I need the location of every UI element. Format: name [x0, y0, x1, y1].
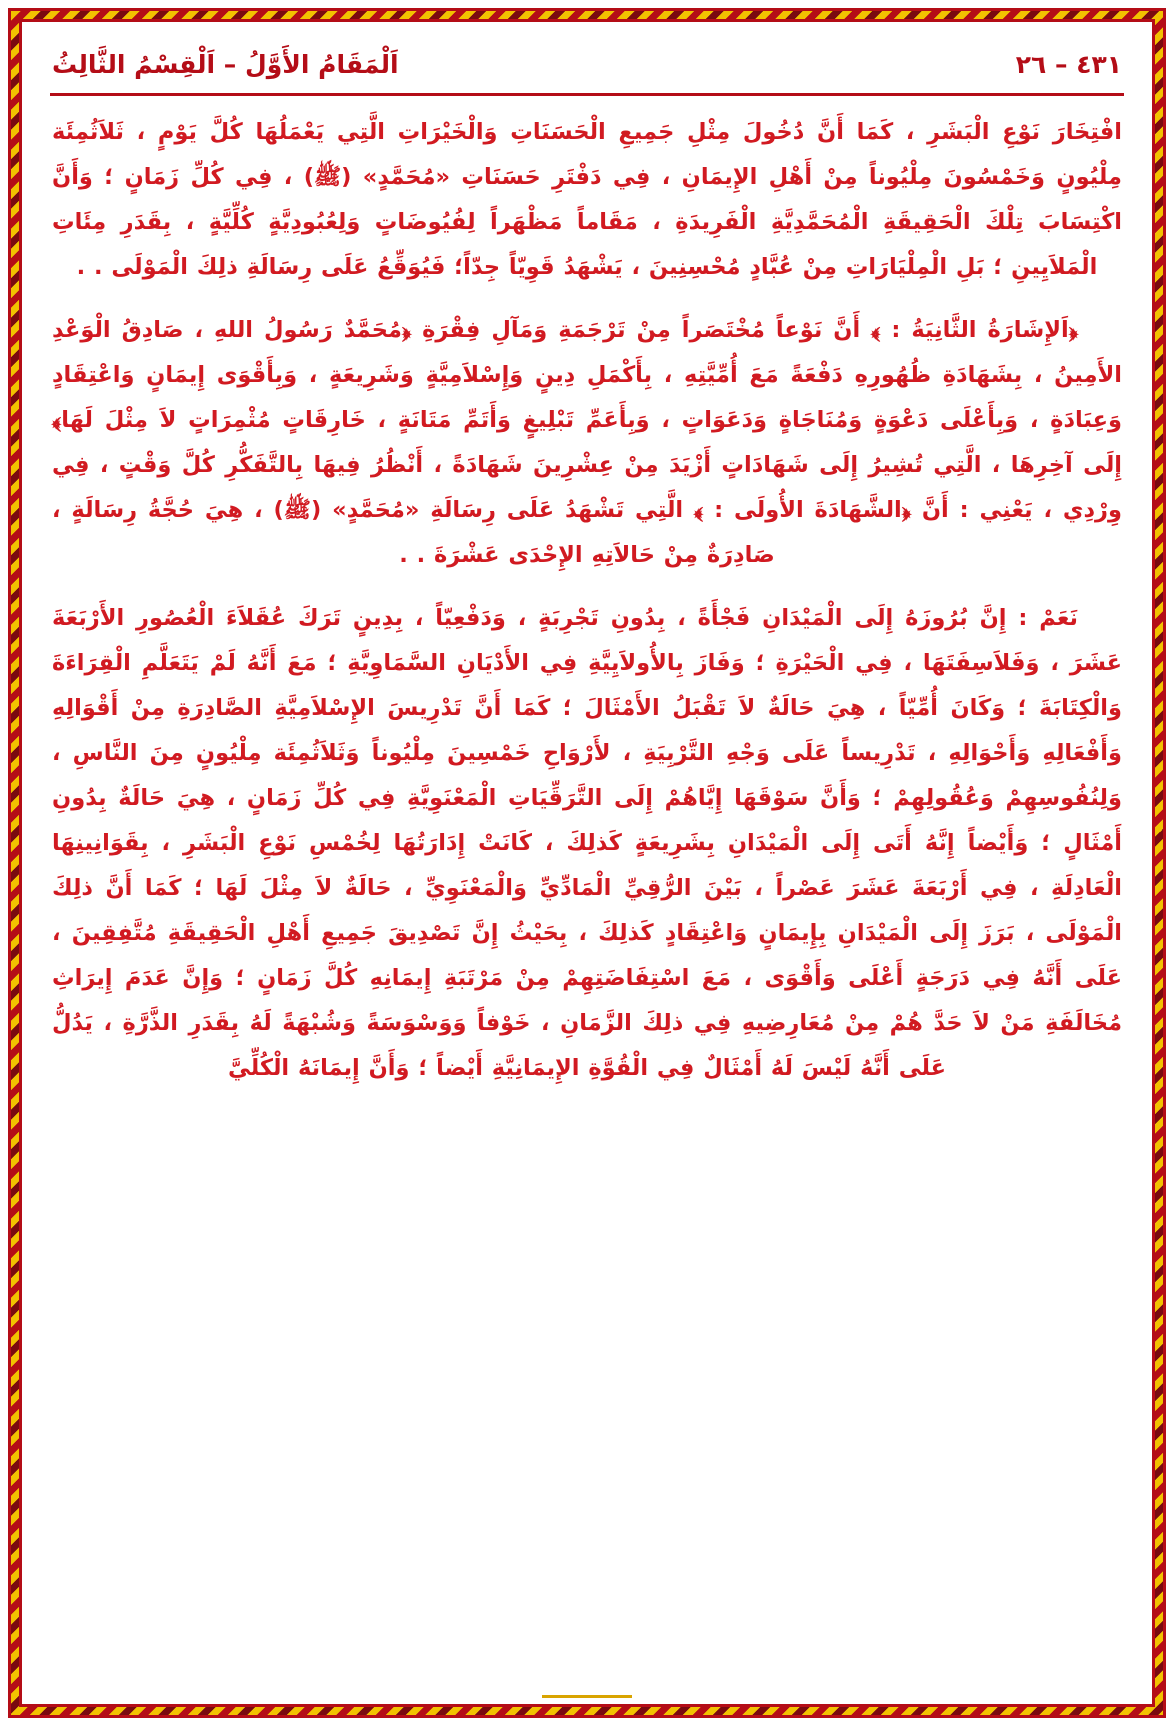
page-content-area	[22, 22, 1152, 1704]
paragraph-2: ﴿اَلإِشَارَةُ الثَّانِيَةُ : ﴾ أَنَّ نَوْعاً مُخْتَصَراً مِنْ تَرْجَمَةِ وَمَآلِ فِقْرَةِ ﴿مُحَمَّدٌ رَسُولُ اللهِ ، صَادِقُ الْوَعْدِ الأَمِينُ ، بِشَهَادَةِ ظُهُورِهِ دَفْعَةً مَعَ أُمِّيَّتِهِ ، بِأَكْمَلِ دِينٍ وَإِسْلاَمِيَّةٍ وَشَرِيعَةٍ ، وَبِأَقْوَى إِيمَانٍ وَاعْتِقَادٍ وَعِبَادَةٍ ، وَبِأَعْلَى دَعْوَةٍ وَمُنَاجَاةٍ وَدَعَوَاتٍ ، وَبِأَعَمِّ تَبْلِيغٍ وَأَتَمِّ مَتَانَةٍ ، خَارِقَاتٍ مُثْمِرَاتٍ لاَ مِثْلَ لَهَا﴾ إِلَى آخِرِهَا ، الَّتِي تُشِيرُ إِلَى شَهَادَاتٍ أَزْيَدَ مِنْ عِشْرِينَ شَهَادَةً ، أَنْظُرُ فِيهَا بِالتَّفَكُّرِ كُلَّ وَقْتٍ ، فِي وِرْدِي ، يَعْنِي : أَنَّ ﴿الشَّهَادَةَ الأُولَى : ﴾ الَّتِي تَشْهَدُ عَلَى رِسَالَةِ «مُحَمَّدٍ» (ﷺ) ، هِيَ حُجَّةُ رِسَالَةٍ ، صَادِرَةٌ مِنْ حَالاَتِهِ الإِحْدَى عَشْرَةَ . .	[52, 317, 1122, 568]
paragraph-3: نَعَمْ : إِنَّ بُرُوزَهُ إِلَى الْمَيْدَانِ فَجْأَةً ، بِدُونِ تَجْرِبَةٍ ، وَدَفْعِيّاً ، بِدِينٍ تَرَكَ عُقَلاَءَ الْعُصُورِ الأَرْبَعَةَ عَشَرَ ، وَفَلاَسِفَتَهَا ، فِي الْحَيْرَةِ ؛ وَفَازَ بِالأُولاَيِيَّةِ فِي الأَدْيَانِ السَّمَاوِيَّةِ ؛ مَعَ أَنَّهُ لَمْ يَتَعَلَّمِ الْقِرَاءَةَ وَالْكِتَابَةَ ؛ وَكَانَ أُمِّيّاً ، هِيَ حَالَةٌ لاَ تَقْبَلُ الأَمْثَالَ ؛ كَمَا أَنَّ تَدْرِيسَ الإِسْلاَمِيَّةِ الصَّادِرَةِ مِنْ أَقْوَالِهِ وَأَفْعَالِهِ وَأَحْوَالِهِ ، تَدْرِيساً عَلَى وَجْهِ التَّرْبِيَةِ ، لأَرْوَاحِ خَمْسِينَ مِلْيُوناً وَثَلاَثُمِئَة مِلْيُونٍ مِنَ النَّاسِ ، وَلِنُفُوسِهِمْ وَعُقُولِهِمْ ؛ وَأَنَّ سَوْقَهَا إِيَّاهُمْ إِلَى التَّرَقِّيَاتِ الْمَعْنَوِيَّةِ فِي كُلِّ زَمَانٍ ، هِيَ حَالَةٌ بِدُونِ أَمْثَالٍ ؛ وَأَيْضاً إِنَّهُ أَتَى إِلَى الْمَيْدَانِ بِشَرِيعَةٍ كَذلِكَ ، كَانَتْ إِدَارَتُهَا لِخُمْسِ نَوْعِ الْبَشَرِ ، بِقَوَانِينِهَا الْعَادِلَةِ ، فِي أَرْبَعَةَ عَشَرَ عَصْراً ، بَيْنَ الرُّقِيِّ الْمَادِّيِّ وَالْمَعْنَوِيِّ ، حَالَةٌ لاَ مِثْلَ لَهَا ؛ كَمَا أَنَّ ذلِكَ الْمَوْلَى ، بَرَزَ إِلَى الْمَيْدَانِ بِإِيمَانٍ وَاعْتِقَادٍ كَذلِكَ ، بِحَيْثُ إِنَّ تَصْدِيقَ جَمِيعِ أَهْلِ الْحَقِيقَةِ مُتَّفِقِينَ ، عَلَى أَنَّهُ فِي دَرَجَةٍ أَعْلَى وَأَقْوَى ، مَعَ اسْتِفَاضَتِهِمْ مِنْ مَرْتَبَةِ إِيمَانِهِ كُلَّ زَمَانٍ ؛ وَإِنَّ عَدَمَ إِيرَاثِ مُخَالَفَةِ مَنْ لاَ حَدَّ هُمْ مِنْ مُعَارِضِيهِ فِي ذلِكَ الزَّمَانِ ، خَوْفاً وَوَسْوَسَةً وَشُبْهَةً لَهُ بِقَدَرِ الذَّرَّةِ ، يَدُلُّ عَلَى أَنَّهُ لَيْسَ لَهُ أَمْثَالٌ فِي الْقُوَّةِ الإِيمَانِيَّةِ أَيْضاً ؛ وَأَنَّ إِيمَانَهُ الْكُلِّيَّ	[52, 605, 1122, 1081]
document-body	[22, 96, 1152, 1091]
footer-ornament	[542, 1695, 632, 1698]
paragraph-1: افْتِخَارَ نَوْعِ الْبَشَرِ ، كَمَا أَنَّ دُخُولَ مِثْلِ جَمِيعِ الْحَسَنَاتِ وَالْخَيْرَاتِ الَّتِي يَعْمَلُهَا كُلَّ يَوْمٍ ، ثَلاَثُمِئَة مِلْيُونٍ وَخَمْسُونَ مِلْيُوناً مِنْ أَهْلِ الإِيمَانِ ، فِي دَفْتَرِ حَسَنَاتِ «مُحَمَّدٍ» (ﷺ) ، فِي كُلِّ زَمَانٍ ؛ وَأَنَّ اكْتِسَابَ تِلْكَ الْحَقِيقَةِ الْمُحَمَّدِيَّةِ الْفَرِيدَةِ ، مَقَاماً مَظْهَراً لِفُيُوضَاتٍ وَلِعُبُودِيَّةٍ كُلِّيَّةٍ ، بِقَدَرِ مِئَاتِ الْمَلاَيِينِ ؛ بَلِ الْمِلْيَارَاتِ مِنْ عُبَّادٍ مُحْسِنِينَ ، يَشْهَدُ قَوِيّاً جِدّاً؛ فَيُوَقِّعُ عَلَى رِسَالَةِ ذلِكَ الْمَوْلَى . .	[52, 119, 1122, 280]
page-title: اَلْمَقَامُ الأَوَّلُ – اَلْقِسْمُ الثَّالِثُ	[52, 50, 399, 79]
page-number: ٤٣١ – ٢٦	[1015, 50, 1122, 79]
page-header	[22, 22, 1152, 83]
